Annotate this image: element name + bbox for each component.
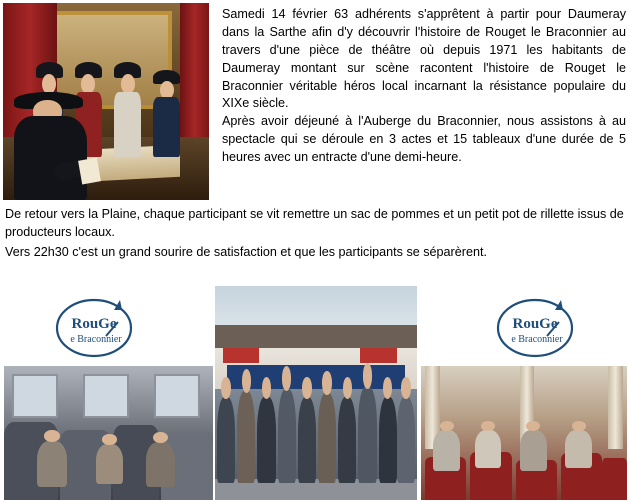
actor-figure: [110, 58, 145, 157]
logo-rouget-right: [489, 292, 581, 364]
logo-rouget-graphic: [48, 292, 140, 364]
actor-figure: [149, 66, 184, 157]
top-section: [0, 0, 631, 205]
logo-rouget-graphic: [489, 292, 581, 364]
photo-interieur-autocar: [4, 366, 213, 500]
paragraph-1: Samedi 14 février 63 adhérents s'apprêtent à partir pour Daumeray dans la Sarthe afin d'y découvrir l'histoire de Rouget le Braconnier au travers d'une pièce de théâtre où depuis 1971 les habitants de Daumeray montant sur scène racontent l'histoire de Rouget le Braconnier véritable héros local incarnant la résistance populaire du XIXe siècle.: [222, 7, 626, 111]
svg-text:e Braconnier: e Braconnier: [511, 334, 563, 345]
photo-theatre-scene: [3, 3, 209, 200]
theatre-scene-illustration: [3, 3, 209, 200]
logo-word-bottom: e Braconnier: [70, 334, 122, 345]
logo-word-top: RouGe: [71, 316, 117, 332]
intro-paragraphs: [222, 6, 626, 167]
foreground-actor: [7, 92, 94, 200]
photo-salle-de-spectacle: [421, 366, 627, 500]
photo-groupe-devant-auberge: [215, 286, 417, 500]
paragraph-2: Après avoir déjeuné à l'Auberge du Braconnier, nous assistons à au spectacle qui se déroule en 3 actes et 15 tableaux d'une durée de 5 heures avec un entracte d'une demi-heure.: [222, 114, 626, 164]
stage-curtain-right: [180, 3, 209, 141]
logo-rouget-left: [48, 292, 140, 364]
svg-text:RouGe: RouGe: [512, 316, 558, 332]
paragraph-4: Vers 22h30 c'est un grand sourire de satisfaction et que les participants se séparèrent.: [5, 244, 487, 259]
paragraph-3: De retour vers la Plaine, chaque participant se vit remettre un sac de pommes et un petit pot de rillette issus de producteurs locaux.: [5, 207, 624, 240]
body-paragraphs: [5, 205, 625, 262]
